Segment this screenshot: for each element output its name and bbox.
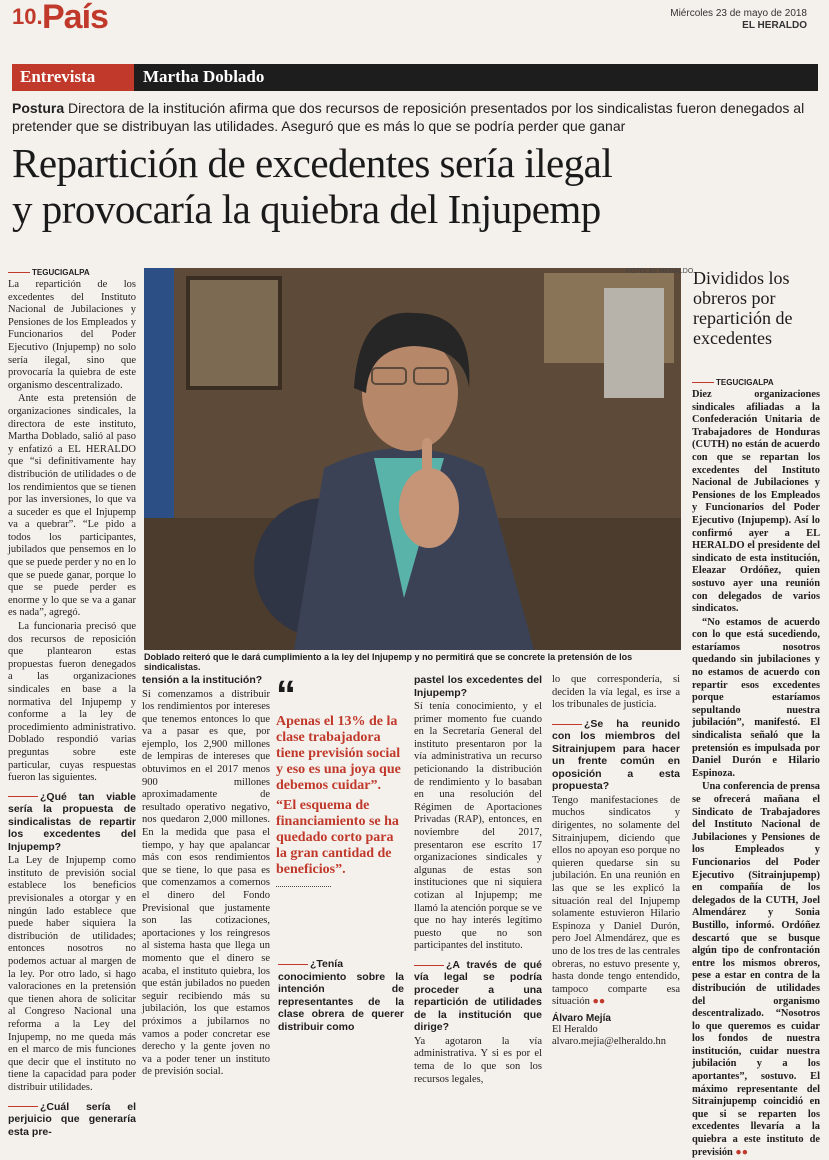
pull-quote-text-2: “El esquema de financiamiento se ha quedado corto para la gran cantidad de beneficios”. bbox=[276, 798, 399, 877]
deck-text: Directora de la institución afirma que dos recursos de reposición presentados por los sindicalistas fueron denegados al pretender que se distribuyan las utilidades. Aseguró que es más lo que se podría perder que ganar bbox=[12, 100, 805, 134]
article-column-1 bbox=[8, 268, 136, 1140]
section-title: País bbox=[42, 0, 108, 36]
page-number: 10. bbox=[12, 4, 43, 29]
interview-question: ¿Se ha reunido con los miembros del Sitrainjupem para hacer un frente común en oposición a esta propuesta? bbox=[552, 717, 680, 793]
article-column-4 bbox=[414, 674, 542, 1087]
photo-credit: FOTO: EL HERALDO bbox=[626, 268, 694, 275]
author-name: Álvaro Mejía bbox=[552, 1012, 611, 1024]
interview-question: ¿A través de qué vía legal se podría proceder a una repartición de utilidades de la institución que dirige? bbox=[414, 958, 542, 1034]
paragraph: Ya agotaron la vía administrativa. Y si es por el tema de lo que son los recursos legales, bbox=[414, 1035, 542, 1085]
paragraph: “No estamos de acuerdo con lo que está sucediendo, estaríamos nosotros quedando sin jubilaciones y no estamos de acuerdo con repartir esos excedentes porque estaríamos sepultando nuestra jubilación”, manifestó. El sindicalista señaló que la pretensión es impulsada por Daniel Durón e Hilario Espinoza. bbox=[692, 616, 820, 779]
pull-quote-text-1: Apenas el 13% de la clase trabajadora tiene previsión social y eso es una joya que debemos cuidar”. bbox=[276, 714, 401, 793]
headline-line-2: y provocaría la quiebra del Injupemp bbox=[12, 186, 601, 232]
sidebar-body bbox=[692, 378, 820, 1160]
photo-caption: Doblado reiteró que le dará cumplimiento a la ley del Injupemp y no permitirá que se concrete la pretensión de los sindicalistas. bbox=[144, 652, 633, 672]
headline-line-1: Repartición de excedentes sería ilegal bbox=[12, 140, 613, 186]
pull-quote bbox=[276, 673, 404, 887]
paragraph: Una conferencia de prensa se ofrecerá mañana el Sindicato de Trabajadores del Instituto Nacional de Jubilaciones y Pensiones de los Empleados y Funcionarios del Poder Ejecutivo (Sitrainjupemp) en compañía de los delegados de la CUTH, Joel Almendárez y Sonia Bustillo, informó. Ordóñez descartó que se busque algún tipo de confrontación entre los mismos obreros, pese a estar en contra de la distribución de utilidades del organismo descentralizado. “Nosotros lo que queremos es cuidar los fondos de nuestra institución, cuidar nuestra jubilación y a los aportantes”, sostuvo. El máximo representante del Sitrainjupemp coincidió en que si se reparten los excedentes llevaría a la quiebra a este instituto de previsión ●● bbox=[692, 781, 820, 1158]
interview-banner bbox=[12, 64, 818, 91]
banner-name: Martha Doblado bbox=[143, 67, 265, 86]
end-mark-icon: ●● bbox=[735, 1146, 748, 1158]
paragraph: La funcionaria precisó que dos recursos de reposición que plantearon estas propuestas fueron denegados a las organizaciones sindicales en base a la normativa del Injupemp y conforme a la ley de procedimiento administrativo. Doblado respondió varias preguntas sobre este particular, cuyas respuestas fueron las siguientes. bbox=[8, 621, 136, 784]
deck-label: Postura bbox=[12, 100, 65, 116]
banner-tag: Entrevista bbox=[12, 64, 134, 91]
paragraph: lo que correspondería, si deciden la vía legal, es irse a los tribunales de justicia. bbox=[552, 674, 680, 711]
paragraph: Tengo manifestaciones de muchos sindicatos y dirigentes, no solamente del Sitrainjupem, diciendo que ellos no apoyan eso porque no quieren quedarse sin su jubilación. En una reunión en las que se les explicó la situación real del Injupemp solamente estuvieron Hilario Espinoza y Daniel Durón, pero Joel Almendárez, que es uno de los tres de las centrales obreras, no estuvo presente y, hasta donde tengo entendido, tampoco comparte esa situación bbox=[552, 794, 680, 1008]
interview-question: ¿Tenía conocimiento sobre la intención de representantes de la clase obrera de querer distribuir como bbox=[278, 958, 404, 1033]
article-column-2 bbox=[142, 674, 270, 1080]
paragraph: Sí tenía conocimiento, y el primer momento fue cuando en la Secretaría General del instituto presentaron por la vía administrativa un recurso peticionando la distribución de rendimiento y lo basaban en una resolución del Régimen de Aportaciones Privadas (RAP), entonces, en noviembre del 2017, presentaron ese escrito 17 organizaciones sindicales y algunas de estas son instituciones que ni siquiera cotizan al Injupemp; me llamó la atención porque se ve que no hay interés legítimo puesto que no son participantes del instituto. bbox=[414, 701, 542, 952]
paragraph: Ante esta pretensión de organizaciones sindicales, la directora de este instituto, Martha Doblado, salió al paso y enfatizó a EL HERALDO que “si definitivamente hay distribución de utilidades o de los rendimientos que se tienen por las inversiones, lo que va a suceder es que el Injupemp va a quebrar”. “Le pido a todos los participantes, jubilados que pensemos en lo que se puede perder y no en lo que se puede ganar, porque lo que se puede perder es enorme y lo que se va a ganar es nada”, agregó. bbox=[8, 393, 136, 619]
dateline bbox=[670, 8, 807, 32]
paragraph: Diez organizaciones sindicales afiliadas a la Confederación Unitaria de Trabajadores de Honduras (CUTH) no están de acuerdo con que se repartan los excedentes del Instituto Nacional de Jubilaciones y Pensiones de los Empleados y Funcionarios del Poder Ejecutivo (Injupemp). Así lo confirmó ayer a EL HERALDO el presidente del sindicato de esta institución, Eleazar Ordóñez, quien sostuvo ayer una reunión con delegados de varios sindicatos. bbox=[692, 389, 820, 615]
paragraph: La repartición de los excedentes del Instituto Nacional de Jubilaciones y Pensiones de los Empleados y Funcionarios del Poder Ejecutivo (Injupemp) no solo sería ilegal, sino que provocaría la quiebra de este organismo descentralizado. bbox=[8, 279, 136, 391]
author-email: alvaro.mejia@elheraldo.hn bbox=[552, 1036, 667, 1048]
article-column-3 bbox=[278, 952, 404, 1035]
interview-question-continued: tensión a la institución? bbox=[142, 674, 263, 686]
paragraph: La Ley de Injupemp como instituto de previsión social establece los beneficios previsionales a otorgar y en ningún lado establece que puede haber siquiera la distribución de utilidades; entonces nosotros no podemos actuar al margen de la ley. Por otro lado, si hago valoraciones en la pretensión que tienen ahora de solicitar al Congreso Nacional una reforma a la Ley del Injupemp, no me queda más en el marco de mis funciones que decir que el instituto no tiene la capacidad para poder distribuir utilidades. bbox=[8, 855, 136, 1093]
author-outlet: El Heraldo bbox=[552, 1023, 598, 1035]
article-column-5 bbox=[552, 674, 680, 1049]
portrait-photo bbox=[144, 268, 681, 650]
photo-illustration bbox=[144, 268, 681, 650]
paragraph: Si comenzamos a distribuir los rendimientos por intereses que tenemos entonces lo que va a pasar es que, por ejemplo, los 2,900 millones de lempiras de intereses que obtuvimos en el 2017 menos 900 millones aproximadamente de resultado operativo negativo, nos quedaron 2,000 millones. En la medida que pasa el tiempo, y hay que apalancar más con esos rendimientos que se tiene, lo que pasa es que comenzamos a comernos el dinero del Fondo Previsional que justamente son las cotizaciones, aportaciones y los reingresos al sistema hasta que llega un momento que el dinero se acaba, el instituto quiebra, los que están jubilados no pueden seguir recibiendo más su jubilación, los que estamos próximos a jubilarnos no vamos a poder concretar ese derecho y la gente joven no va a poder tener un instituto de previsión social. bbox=[142, 688, 270, 1078]
sidebar-dateline: TEGUCIGALPA bbox=[692, 378, 820, 387]
newspaper-name: EL HERALDO bbox=[742, 20, 807, 31]
sidebar-title: Divididos los obreros por repartición de excedentes bbox=[693, 268, 793, 348]
interview-question-continued: pastel los excedentes del Injupemp? bbox=[414, 674, 542, 699]
issue-date: Miércoles 23 de mayo de 2018 bbox=[670, 8, 807, 19]
headline bbox=[12, 140, 818, 232]
column-dateline: TEGUCIGALPA bbox=[8, 268, 136, 277]
page-header bbox=[0, 0, 829, 40]
interview-question: ¿Cuál sería el perjuicio que generaría esta pre- bbox=[8, 1100, 136, 1138]
divider bbox=[276, 886, 331, 887]
interview-question: ¿Qué tan viable sería la propuesta de sindicalistas de repartir los excedentes del Injupemp? bbox=[8, 790, 136, 853]
quote-mark-icon: “ bbox=[276, 673, 296, 717]
end-mark-icon: ●● bbox=[592, 996, 606, 1008]
article-deck bbox=[12, 99, 818, 135]
